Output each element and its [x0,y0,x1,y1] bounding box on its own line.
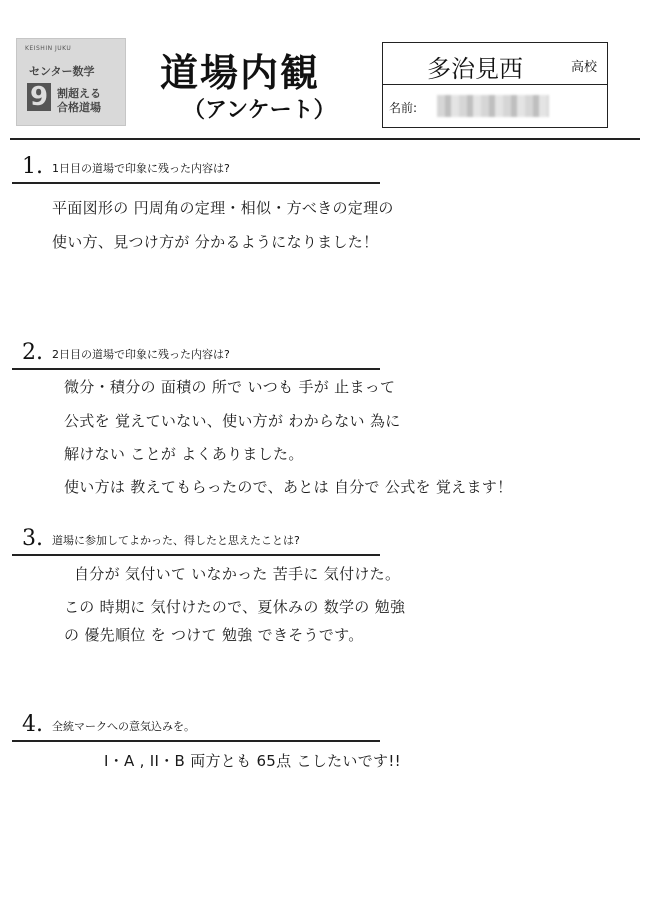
info-divider [383,84,607,85]
logo-digit: 9 [27,83,51,111]
answer-line: 公式を 覚えていない、使い方が わからない 為に [64,412,401,430]
page-title: 道場内観 [160,50,321,95]
answer-line: 微分・積分の 面積の 所で いつも 手が 止まって [64,378,396,396]
logo [16,38,126,126]
answer-line: 使い方は 教えてもらったので、あとは 自分で 公式を 覚えます！ [64,478,513,496]
answer-line: 使い方、見つけ方が 分かるようになりました！ [52,233,379,251]
question-text: 1日目の道場で印象に残った内容は? [52,162,230,175]
page-subtitle: （アンケート） [183,97,336,123]
school-suffix: 高校 [571,60,598,75]
name-label: 名前: [389,101,418,115]
student-info-box [382,42,608,128]
question-rule [12,554,380,556]
question-text: 全統マークへの意気込みを。 [52,720,195,733]
header-rule [10,138,640,140]
answer-line: 平面図形の 円周角の定理・相似・方べきの定理の [52,199,394,217]
question-rule [12,740,380,742]
question-text: 道場に参加してよかった、得したと思えたことは? [52,534,300,547]
question-number: 3. [22,526,43,551]
logo-subject: センター数学 [29,65,95,78]
question-rule [12,182,380,184]
logo-line2: 合格道場 [57,101,101,114]
answer-line: 自分が 気付いて いなかった 苦手に 気付けた。 [74,565,401,583]
redacted-name [437,95,549,117]
answer-line: の 優先順位 を つけて 勉強 できそうです。 [64,626,364,644]
question-number: 1. [22,154,43,179]
logo-line1: 割超える [57,87,101,100]
school-name: 多治見西 [427,55,523,83]
answer-line: 解けない ことが よくありました。 [64,445,304,463]
question-number: 2. [22,340,43,365]
answer-line: I・A , II・B 両方とも 65点 こしたいです!! [104,752,401,770]
logo-top-text: KEISHIN JUKU [25,45,72,52]
question-number: 4. [22,712,43,737]
question-text: 2日目の道場で印象に残った内容は? [52,348,230,361]
answer-line: この 時期に 気付けたので、夏休みの 数学の 勉強 [64,598,406,616]
question-rule [12,368,380,370]
